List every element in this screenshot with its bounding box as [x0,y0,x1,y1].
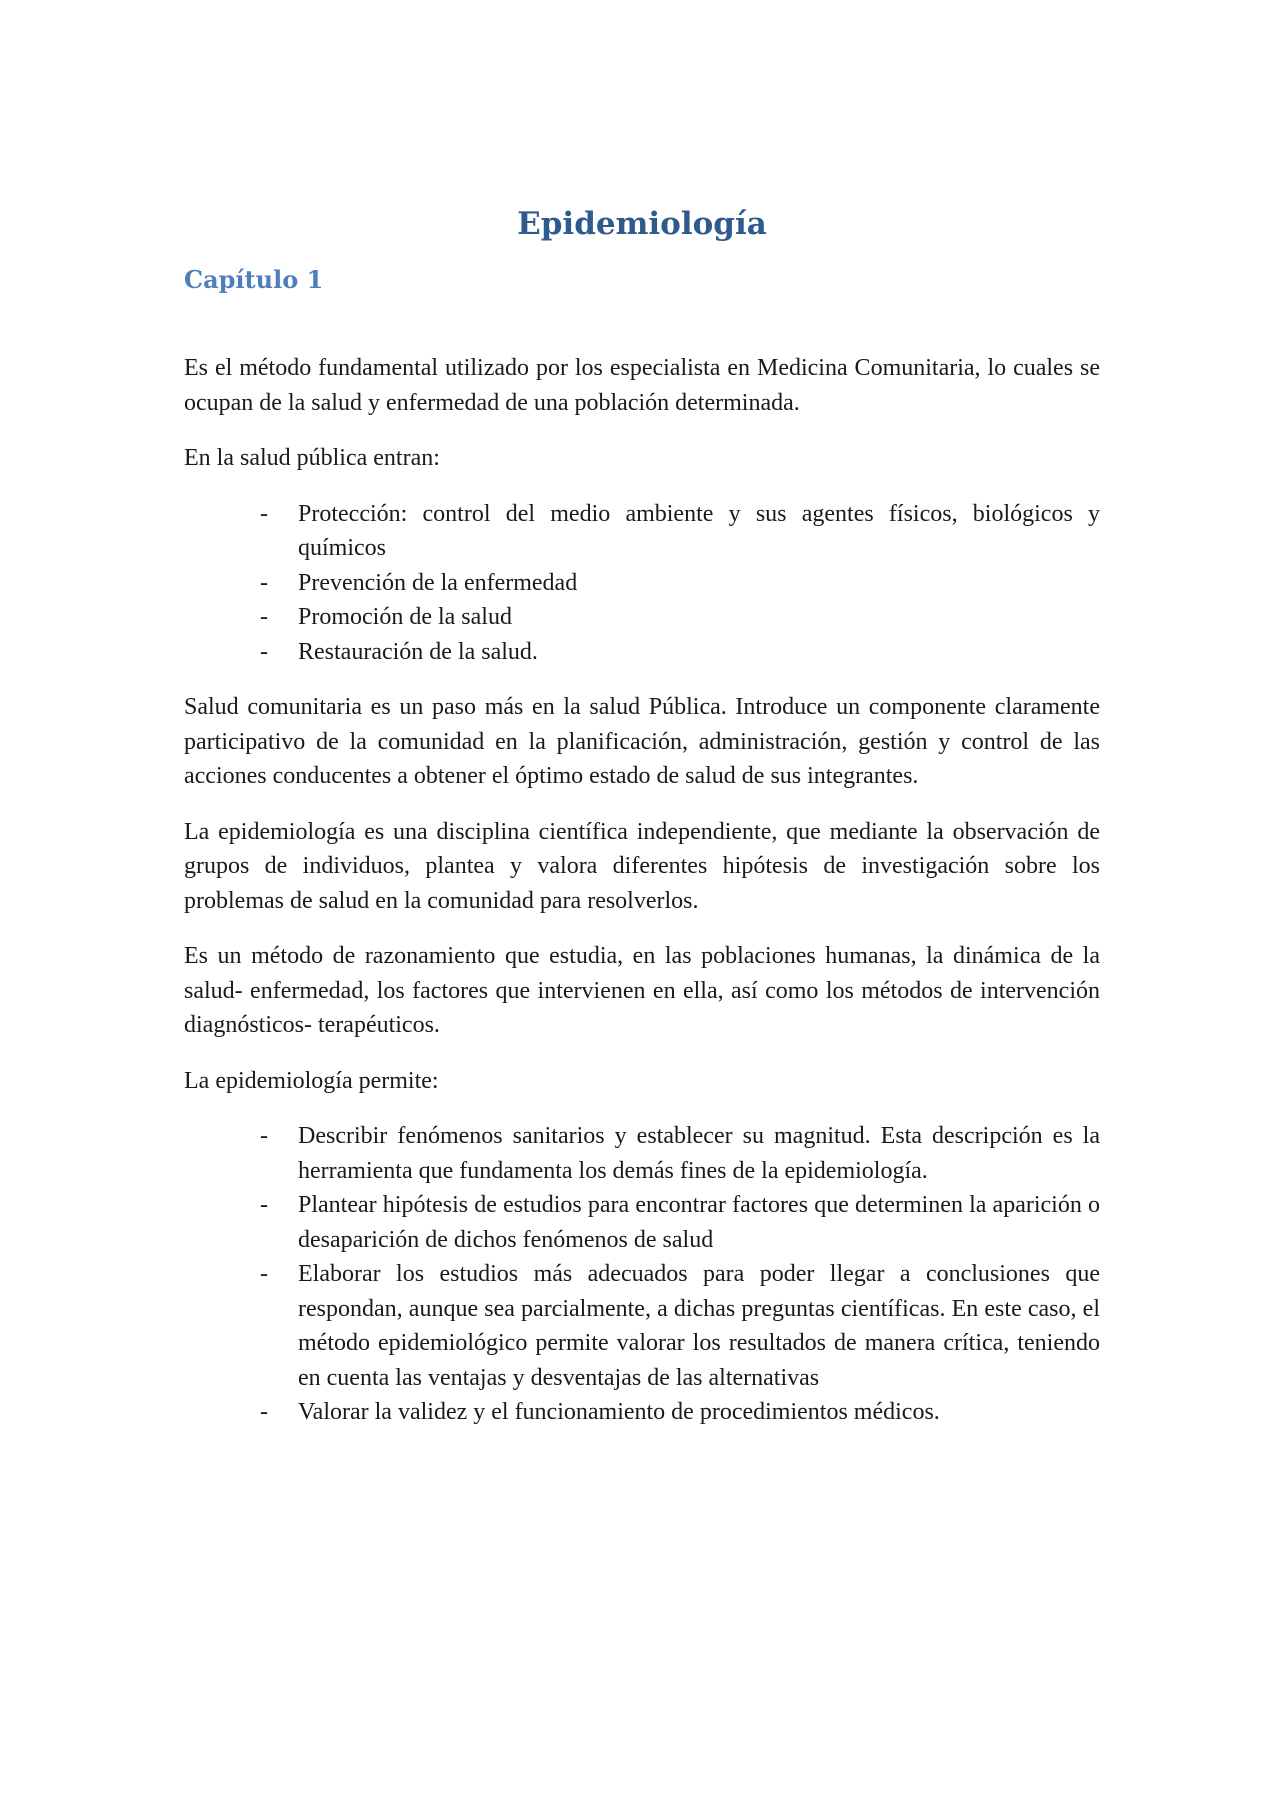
paragraph-public-health-intro: En la salud pública entran: [184,445,440,471]
list-dash-marker: - [260,569,268,596]
list-item-text: Elaborar los estudios más adecuados para poder llegar a conclusiones que respondan, aunque sea parcialmente, a dichas preguntas científicas. En este caso, el método epidemiológico permite valorar los resultados de manera crítica, teniendo en cuenta las ventajas y desventajas de las alternativas [298,1261,1100,1391]
list-item [184,1257,1100,1395]
list-item [184,566,1100,601]
list-item-text: Restauración de la salud. [298,638,538,665]
document-body [184,200,1100,1451]
list-dash-marker: - [260,1261,268,1287]
list-item [184,1188,1100,1257]
list-dash-marker: - [260,1399,268,1425]
list-item-text: Valorar la validez y el funcionamiento de procedimientos médicos. [298,1399,940,1425]
list-dash-marker: - [260,1192,268,1218]
paragraph-community-health: Salud comunitaria es un paso más en la salud Pública. Introduce un componente claramente participativo de la comunidad en la planificación, administración, gestión y control de las acciones conducentes a obtener el óptimo estado de salud de sus integrantes. [184,694,1100,789]
list-dash-marker: - [260,604,268,630]
paragraph-permits-intro: La epidemiología permite: [184,1067,439,1094]
epidemiology-purposes-list [184,1119,1100,1430]
list-item [184,1395,1100,1430]
list-item [184,635,1100,670]
paragraph-discipline: La epidemiología es una disciplina científica independiente, que mediante la observación de grupos de individuos, plantea y valora diferentes hipótesis de investigación sobre los problemas de salud en la comunidad para resolverlos. [184,818,1100,914]
list-dash-marker: - [260,638,268,665]
paragraph-reasoning-method: Es un método de razonamiento que estudia, en las poblaciones humanas, la dinámica de la salud- enfermedad, los factores que intervienen en ella, así como los métodos de intervención diagnósticos- terapéuticos. [184,943,1100,1038]
list-item-text: Prevención de la enfermedad [298,569,578,596]
list-dash-marker: - [260,500,268,527]
list-item-text: Plantear hipótesis de estudios para encontrar factores que determinen la aparición o desaparición de dichos fenómenos de salud [298,1192,1100,1253]
list-dash-marker: - [260,1123,268,1149]
list-item [184,497,1100,566]
chapter-heading: Capítulo 1 [184,265,324,294]
list-item [184,600,1100,635]
list-item-text: Protección: control del medio ambiente y sus agentes físicos, biológicos y químicos [298,500,1100,561]
paragraph-definition: Es el método fundamental utilizado por los especialista en Medicina Comunitaria, lo cuales se ocupan de la salud y enfermedad de una población determinada. [184,355,1100,416]
list-item-text: Promoción de la salud [298,604,512,630]
document-title: Epidemiología [517,206,767,242]
list-item-text: Describir fenómenos sanitarios y establecer su magnitud. Esta descripción es la herramienta que fundamenta los demás fines de la epidemiología. [298,1123,1100,1184]
public-health-list [184,497,1100,670]
list-item [184,1119,1100,1188]
